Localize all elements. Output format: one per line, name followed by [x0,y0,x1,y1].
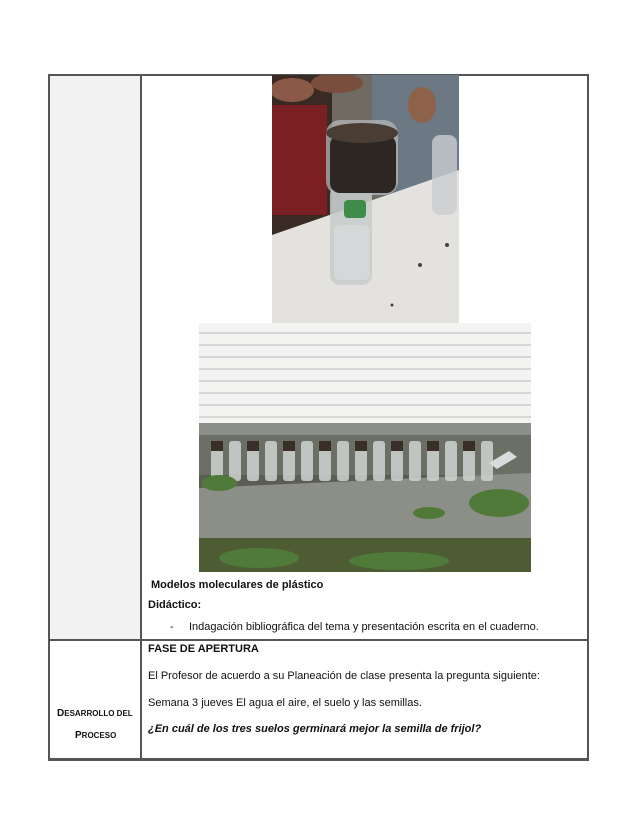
table-border-bottom [48,758,589,761]
didactic-label: Didáctico: [148,599,202,611]
section-label-line2 [75,729,116,741]
bullet-text: Indagación bibliográfica del tema y presentación escrita en el cuaderno. [189,621,539,633]
intro-text: El Profesor de acuerdo a su Planeación de clase presenta la pregunta siguiente: [148,670,540,682]
table-border-right [587,74,589,761]
left-label-cell [50,76,140,639]
photo-caption: Modelos moleculares de plástico [151,579,324,591]
bottle-row-photo [199,323,531,572]
table-border-left [48,74,50,761]
bottle-photo-illustration [272,75,459,325]
bottle-germinator-photo [272,75,459,325]
week-line: Semana 3 jueves El agua el aire, el suelo y las semillas. [148,697,422,709]
table-column-divider [140,74,142,761]
section-label-line1 [57,707,133,719]
section-label-line2-initial: P [75,730,82,741]
section-label-line1-initial: D [57,708,65,719]
table-row-divider [48,639,589,641]
wall-bottles-illustration [199,323,531,572]
bullet-dash: - [170,621,174,633]
question-text: ¿En cuál de los tres suelos germinará mejor la semilla de frijol? [148,723,482,735]
phase-title: FASE DE APERTURA [148,643,259,655]
section-label-line1-rest: ESARROLLO DEL [64,709,133,718]
section-label-line2-rest: ROCESO [81,731,117,740]
